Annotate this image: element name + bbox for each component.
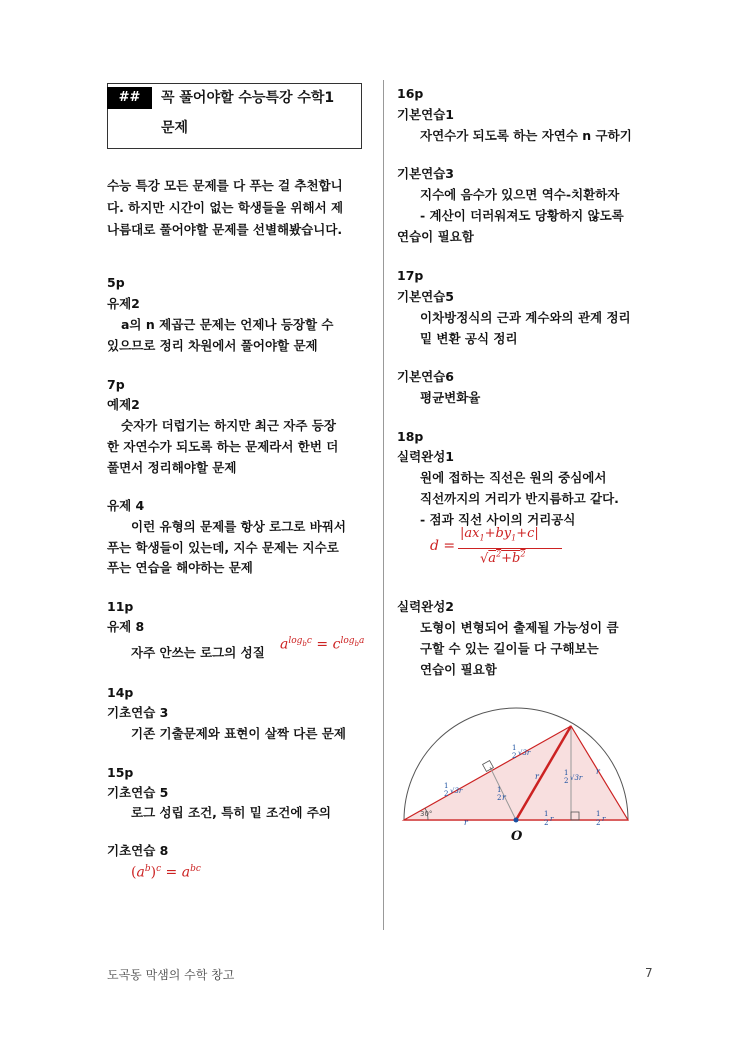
label-half-e1: 1 [544, 810, 549, 818]
label-r-2: r [535, 772, 539, 781]
p17-line-2: 밑 변환 공식 정리 [420, 331, 518, 346]
label-r-f: r [602, 815, 606, 823]
p18-line2-2: 구할 수 있는 길이들 다 구해보는 [420, 641, 599, 656]
p5-line-2: 있으므로 정리 차원에서 풀어야할 문제 [107, 338, 318, 353]
p15-formula: $(a^b)^c = a^{bc}$ [131, 864, 201, 881]
p16-tail: 연습이 필요함 [397, 229, 474, 244]
p7-line-3: 풀면서 정리해야할 문제 [107, 460, 237, 475]
label-half-b2: 2 [444, 790, 449, 798]
p18-line2-1: 도형이 변형되어 출제될 가능성이 큼 [420, 620, 619, 635]
p18-page: 18p [397, 429, 424, 444]
p5-line-1: a의 n 제곱근 문제는 언제나 등장할 수 [121, 317, 334, 332]
label-half-f2: 2 [596, 819, 601, 827]
p14-page: 14p [107, 685, 134, 700]
label-root3r-b: √3r [450, 787, 463, 795]
p18-line-1: 원에 접하는 직선은 원의 중심에서 [420, 470, 607, 485]
p18-line2-3: 연습이 필요함 [420, 662, 497, 677]
p16-line2-2: - 계산이 더러워져도 당황하지 않도록 [420, 208, 624, 223]
label-half-e2: 2 [544, 819, 549, 827]
intro-line-3: 나름대로 풀어야할 문제를 선별해봤습니다. [107, 222, 343, 237]
label-r-4: r [502, 793, 506, 802]
intro-line-1: 수능 특강 모든 문제를 다 푸는 걸 추천합니 [107, 178, 343, 193]
p18-line-2: 직선까지의 거리가 반지름하고 같다. [420, 491, 619, 506]
p16-label: 기본연습1 [397, 107, 454, 122]
p5-label: 유제2 [107, 296, 140, 311]
p11-formula: $a^{log_bc} = c^{log_ba}$ [280, 636, 365, 653]
angle-label: 30° [420, 810, 433, 818]
p18-label2: 실력완성2 [397, 599, 454, 614]
p15-label2: 기초연습 8 [107, 843, 169, 858]
p18-formula: d = $|ax_1+by_1+c|$ $√a^2+b^2$ [430, 526, 570, 572]
label-r-e: r [550, 815, 554, 823]
heading-tag: ## [107, 87, 152, 109]
p17-page: 17p [397, 268, 424, 283]
page-title: 꼭 풀어야할 수능특강 수학1 [161, 90, 335, 106]
label-half-d2: 2 [564, 777, 569, 785]
label-half-d1: 1 [564, 769, 569, 777]
label-root3r-a: √3r [518, 749, 531, 757]
p5-page: 5p [107, 275, 125, 290]
p15-page: 15p [107, 765, 134, 780]
p17-label: 기본연습5 [397, 289, 454, 304]
p16-line2-1: 지수에 음수가 있으면 역수-치환하자 [420, 187, 620, 202]
label-half-f1: 1 [596, 810, 601, 818]
label-half-a1: 1 [512, 744, 517, 752]
page-number: 7 [645, 966, 653, 980]
center-point [514, 818, 519, 823]
p14-text: 기존 기출문제와 표현이 살짝 다른 문제 [131, 726, 346, 741]
p14-label: 기초연습 3 [107, 705, 169, 720]
label-r-1: r [464, 818, 468, 827]
p7-label: 예제2 [107, 397, 140, 412]
p7-line2-3: 푸는 연습을 해야하는 문제 [107, 560, 253, 575]
p16-text: 자연수가 되도록 하는 자연수 n 구하기 [420, 128, 632, 143]
label-root3r-d: √3r [570, 774, 583, 782]
label-r-3: r [596, 767, 600, 776]
intro-line-2: 다. 하지만 시간이 없는 학생들을 위해서 제 [107, 200, 344, 215]
p11-text: 자주 안쓰는 로그의 성질 [131, 645, 265, 660]
p11-page: 11p [107, 599, 134, 614]
page-title-line2: 문제 [161, 120, 189, 136]
label-half-c2: 2 [497, 794, 502, 802]
p17-line-1: 이차방정식의 근과 계수와의 관계 정리 [420, 310, 631, 325]
p15-formula-text [131, 864, 140, 865]
p7-line-1: 숫자가 더럽기는 하지만 최근 자주 등장 [121, 418, 336, 433]
p15-text: 로그 성립 조건, 특히 밑 조건에 주의 [131, 805, 331, 820]
p18-formula-text [430, 526, 445, 527]
p18-label: 실력완성1 [397, 449, 454, 464]
p7-label2: 유제 4 [107, 498, 145, 513]
p18-line-3: - 점과 직선 사이의 거리공식 [420, 512, 576, 527]
center-label: O [511, 829, 523, 844]
label-half-c1: 1 [497, 786, 502, 794]
p15-label: 기초연습 5 [107, 785, 169, 800]
semicircle-diagram [398, 682, 638, 852]
p11-formula-text [280, 636, 293, 637]
footer-text: 도곡동 막샘의 수학 창고 [107, 968, 235, 982]
p7-line2-2: 푸는 학생들이 있는데, 지수 문제는 지수로 [107, 540, 339, 555]
p11-label: 유제 8 [107, 619, 145, 634]
label-half-b1: 1 [444, 782, 449, 790]
p7-page: 7p [107, 377, 125, 392]
column-divider [383, 80, 384, 930]
p16-label2: 기본연습3 [397, 166, 454, 181]
p7-line-2: 한 자연수가 되도록 하는 문제라서 한번 더 [107, 439, 339, 454]
label-half-a2: 2 [512, 752, 517, 760]
p16-page: 16p [397, 86, 424, 101]
p17-text2: 평균변화율 [420, 390, 481, 405]
p17-label2: 기본연습6 [397, 369, 454, 384]
p7-line2-1: 이런 유형의 문제를 항상 로그로 바꿔서 [131, 519, 346, 534]
